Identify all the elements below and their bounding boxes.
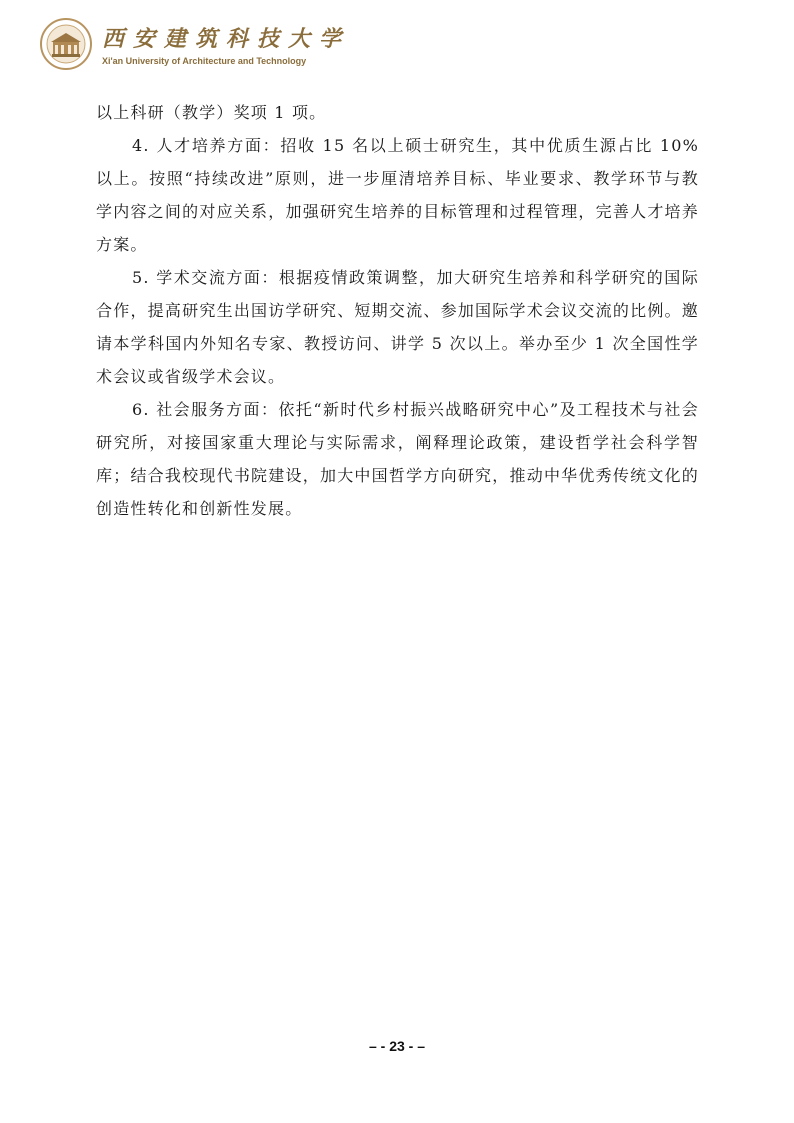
- paragraph-continuation: 以上科研（教学）奖项 1 项。: [96, 103, 327, 122]
- page-number: – - 23 - –: [368, 1038, 426, 1054]
- document-body: [96, 96, 699, 525]
- university-name-en: Xi'an University of Architecture and Technology: [102, 56, 307, 66]
- document-header: [40, 18, 460, 78]
- paragraph-talent-cultivation: 4. 人才培养方面：招收 15 名以上硕士研究生，其中优质生源占比 10%以上。按照“持续改进”原则，进一步厘清培养目标、毕业要求、教学环节与教学内容之间的对应关系，加强研究生培养的目标管理和过程管理，完善人才培养方案。: [96, 136, 699, 254]
- paragraph-academic-exchange: 5. 学术交流方面：根据疫情政策调整，加大研究生培养和科学研究的国际合作，提高研究生出国访学研究、短期交流、参加国际学术会议交流的比例。邀请本学科国内外知名专家、教授访问、讲学 5 次以上。举办至少 1 次全国性学术会议或省级学术会议。: [96, 268, 699, 386]
- paragraph-social-service: 6. 社会服务方面：依托“新时代乡村振兴战略研究中心”及工程技术与社会研究所，对接国家重大理论与实际需求，阐释理论政策，建设哲学社会科学智库；结合我校现代书院建设，加大中国哲学方向研究，推动中华优秀传统文化的创造性转化和创新性发展。: [96, 400, 699, 518]
- university-seal-icon: [40, 18, 92, 70]
- university-name-cn: 西安建筑科技大学: [102, 26, 351, 52]
